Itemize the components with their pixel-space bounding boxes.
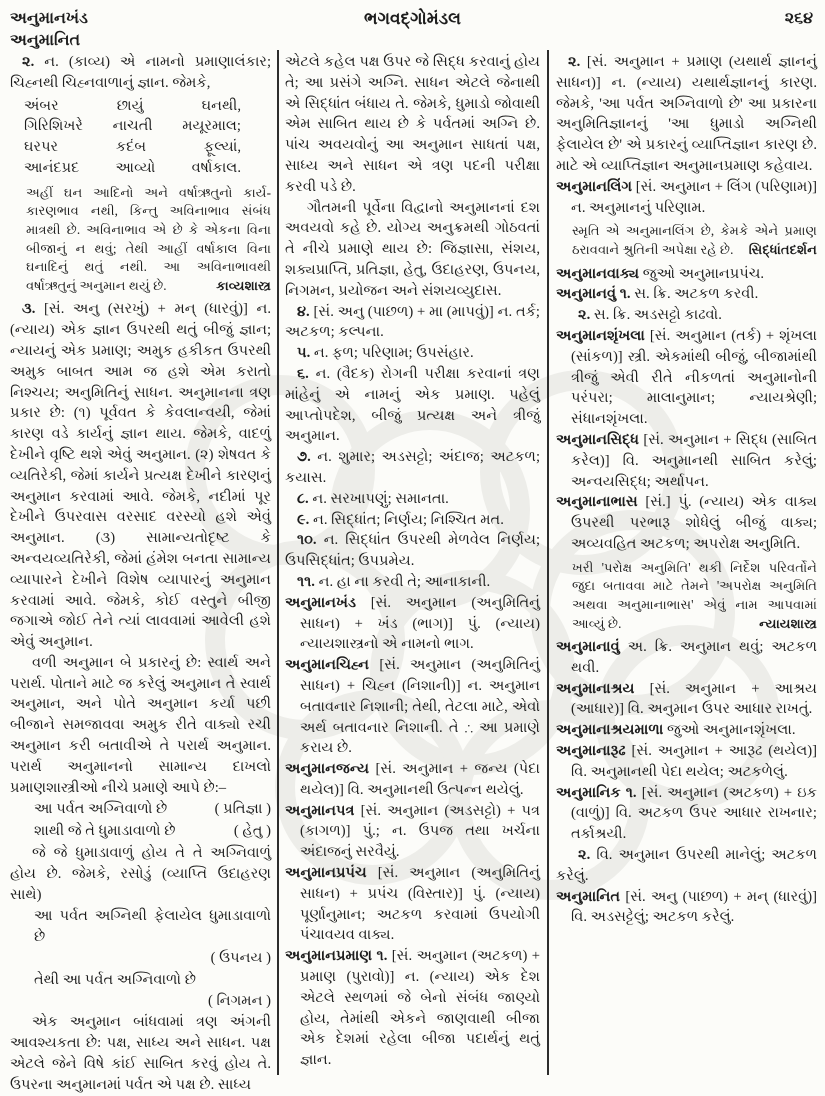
entry-headword: અનુમાનપત્ર [285, 802, 355, 819]
dictionary-entry: ૧૦. ન. સિદ્ધાંત ઉપરથી મેળવેલ નિર્ણય; ઉપસિદ્ધાંત; ઉપપ્રમેય. [285, 532, 540, 570]
column-3 [556, 52, 817, 1078]
entry-headword: ૨. [22, 54, 35, 70]
dictionary-entry: ૮. ન. સરખાપણું; સમાનતા. [297, 490, 449, 507]
entry-headword: અનુમાનચિહ્ન [285, 657, 370, 674]
citation-note: સ્મૃતિ એ અનુમાનલિંગ છે, કેમકે એને પ્રમાણ ઠરાવવાને શ્રુતિની અપેક્ષા રહે છે. સિદ્ધાંતદર્શન [572, 222, 817, 259]
entry-headword: અનુમાનિત [556, 888, 620, 905]
dictionary-entry: ૨. [સં. અનુમાન + પ્રમાણ (યથાર્થ જ્ઞાનનું સાધન)] ન. (ન્યાય) યથાર્થજ્ઞાનનું કારણ. જેમકે, 'આ પર્વત અગ્નિવાળો છે' આ પ્રકારના અનુમિતિજ્ઞાનનું 'આ ધુમાડો અગ્નિથી ફેલાયેલ છે' એ પ્રકારનું વ્યાપ્તિજ્ઞાન કારણ છે. માટે એ વ્યાપ્તિજ્ઞાન અનુમાનપ્રમાણ કહેવાય. [556, 54, 817, 174]
syllogism-text: આ પર્વત અગ્નિવાળો છે [34, 801, 168, 818]
source-attribution: ન્યાયશાસ્ત્ર [759, 615, 817, 631]
verse-quote [10, 96, 271, 179]
dictionary-entry: અનુમાનસિદ્ધ [સં. અનુમાન + સિદ્ધ (સાબિત કરેલ)] વિ. અનુમાનથી સાબિત કરેલું; અન્વયસિદ્ધ; અર્થાપન. [556, 431, 817, 490]
dictionary-entry: ૭. ન. શુમાર; અડસટ્ટો; અંદાજ; અટકળ; કયાસ. [285, 449, 540, 486]
column-divider [277, 50, 279, 1075]
syllogism-text: શાથી જે તે ધુમાડાવાળો છે [34, 823, 176, 840]
dictionary-entry: અનુમાનાશ્રય [સં. અનુમાન + આશ્રય (આધાર)] વિ. અનુમાન ઉપર આધાર રાખતું. [556, 680, 817, 718]
dictionary-entry: અનુમાનારૂઢ [સં. અનુમાન + આરૂઢ (થયેલ)] વિ. અનુમાનથી પેદા થયેલ; અટકળેલું. [556, 743, 817, 780]
dictionary-entry: અનુમાનચિહ્ન [સં. અનુમાન (અનુમિતિનું સાધન) + ચિહ્ન (નિશાની)] ન. અનુમાન બતાવનાર નિશાની; તેથી, તેટલા માટે, એવો અર્થ બતાવનાર નિશાની. તે ∴ આ પ્રમાણે કરાય છે. [285, 657, 540, 757]
entry-headword: અનુમાનાશ્રયમાળા [556, 722, 664, 739]
source-attribution: કાવ્યશાસ્ત્ર [216, 277, 271, 293]
entry-headword: ૨. [568, 54, 581, 70]
entry-headword: અનુમાનશૃંખલા [556, 327, 645, 344]
entry-headword: અનુમાનવાક્ય [556, 265, 640, 282]
dictionary-entry: ૨. ન. (કાવ્ય) એ નામનો પ્રમાણાલંકાર; ચિહ્નથી ચિહ્નવાળાનું જ્ઞાન. જેમકે, [10, 54, 271, 91]
syllogism-line [10, 799, 271, 820]
dictionary-entry: ૪. [સં. અનુ (પાછળ) + મા (માપવું)] ન. તર્ક; અટકળ; કલ્પના. [285, 303, 540, 341]
citation-note: ખરી 'પરોક્ષ અનુમિતિ' થકી નિર્દેશ પરિવર્તોને જુદા બતાવવા માટે તેમને 'અપરોક્ષ અનુમિતિ અથવા અનુમાનાભાસ' એવું નામ આપવામાં આવ્યું છે. ન્યાયશાસ્ત્ર [572, 559, 817, 633]
entry-headword: ૮. [297, 490, 309, 507]
dictionary-entry: અનુમાનપત્ર [સં. અનુમાન (અડસટ્ટો) + પત્ર (કાગળ)] પું.; ન. ઉપજ તથા ખર્ચના અંદાજનું સરવૈયું. [285, 802, 540, 861]
body-paragraph: જે જે ધુમાડાવાળું હોય તે તે અગ્નિવાળું હોય છે. જેમકે, રસોડું (વ્યાપ્તિ ઉદાહરણ સાથે) [10, 845, 271, 903]
column-2 [285, 52, 540, 1078]
citation-note: અહીં ઘન આદિનો અને વર્ષાઋતુનો કાર્ય-કારણભાવ નથી, કિન્તુ અવિનાભાવ સંબંધ માત્રથી છે. અવિનાભાવ એ છે કે એકના વિના બીજાનું ન થવું; તેથી આહીં વર્ષાકાલ વિના ઘનાદિનું થતું નથી. આ અવિનાભાવથી વર્ષાઋતુનું અનુમાન થયું છે. કાવ્યશાસ્ત્ર [26, 184, 271, 296]
dictionary-entry: અનુમાનાભાસ [સં.] પું. (ન્યાય) એક વાક્ય ઉપરથી પરભારૂ શોધેલું બીજું વાક્ય; અવ્યવહિત અટકળ; અપરોક્ષ અનુમિતિ. [556, 494, 817, 552]
dictionary-entry: અનુમાનપ્રપંચ [સં. અનુમાન (અનુમિતિનું સાધન) + પ્રપંચ (વિસ્તાર)] પું. (ન્યાય) પૂર્ણાનુમાન; અટકળ કરવામાં ઉપયોગી પંચાવયવ વાક્ય. [285, 865, 540, 944]
entry-headword: ૨. [578, 307, 591, 324]
running-head-first-word: અનુમાનખંડ [10, 10, 88, 27]
entry-headword: ૬. [297, 365, 309, 382]
entry-headword: ૯. [297, 511, 310, 528]
verse-line: ગિરિશિખરે નાચતી મયૂરમાલ; [24, 118, 241, 135]
entry-headword: અનુમાનવું ૧. [556, 286, 631, 303]
dictionary-entry: અનુમાનવું ૧. સ. ક્રિ. અટકળ કરવી. [556, 286, 759, 303]
syllogism-term: ( પ્રતિજ્ઞા ) [214, 801, 271, 818]
syllogism-term: ( ઉપનય ) [210, 950, 271, 967]
body-paragraph: વળી અનુમાન બે પ્રકારનું છે: સ્વાર્થ અને પરાર્થ. પોતાને માટે જ કરેલું અનુમાન તે સ્વાર્થ અનુમાન, અને પોતે અનુમાન કર્યા પછી બીજાને સમજાવવા અમુક રીતે વાક્યો રચી અનુમાન કરી બતાવીએ તે પરાર્થ અનુમાન. પરાર્થ અનુમાનનો સામાન્ય દાખલો પ્રમાણશાસ્ત્રીઓ નીચે પ્રમાણે આપે છે:– [10, 654, 271, 796]
verse-line: ઘરપર કદંબ ફૂલ્યાં, [24, 139, 241, 156]
dictionary-entry: ૧૧. ન. હા ના કરવી તે; આનાકાની. [297, 573, 491, 590]
dictionary-entry: અનુમાનખંડ [સં. અનુમાન (અનુમિતિનું સાધન) + ખંડ (ભાગ)] પું. (ન્યાય) ન્યાયશાસ્ત્રનો એ નામનો ભાગ. [285, 594, 540, 653]
syllogism-term: ( નિગમન ) [207, 992, 271, 1009]
book-title: ભગવદ્ગોમંડલ [364, 9, 461, 28]
dictionary-entry: ૨. સ. ક્રિ. અડસટ્ટો કાઢવો. [578, 307, 722, 324]
entry-headword: અનુમાનારૂઢ [556, 743, 626, 760]
dictionary-entry: ૯. ન. સિદ્ધાંત; નિર્ણય; નિશ્ચિત મત. [297, 511, 504, 528]
entry-headword: ૩. [22, 301, 36, 318]
syllogism-term: ( હેતુ ) [233, 823, 271, 840]
entry-headword: અનુમાનસિદ્ધ [556, 431, 640, 448]
dictionary-entry: અનુમાનિત [સં. અનુ (પાછળ) + મન્ (ધારવું)] વિ. અડસટ્ટેલું; અટકળ કરેલું. [556, 888, 817, 926]
page-number: ૨૬૪ [784, 10, 813, 27]
body-paragraph: એક અનુમાન બાંધવામાં ત્રણ અંગની આવશ્યકતા છે: પક્ષ, સાધ્ય અને સાધન. પક્ષ એટલે જેને વિષે કાંઈ સાબિત કરવું હોય તે. ઉપરના અનુમાનમાં પર્વત એ પક્ષ છે. સાધ્ય [10, 1014, 271, 1093]
dictionary-entry: અનુમાનપ્રમાણ ૧. [સં. અનુમાન (અટકળ) + પ્રમાણ (પુરાવો)] ન. (ન્યાય) એક દેશ એટલે સ્થળમાં જે બેનો સંબંધ જાણ્યો હોય, તેમાંથી એકને જાણવાથી બીજા એક દેશમાં રહેલા બીજા પદાર્થનું થતું જ્ઞાન. [285, 948, 540, 1069]
body-paragraph: ગૌતમની પૂર્વેના વિદ્વાનો અનુમાનનાં દશ અવયવો કહે છે. યોગ્ય અનુક્રમથી ગોઠવતાં તે નીચે પ્રમાણે થાય છે: જિજ્ઞાસા, સંશય, શક્યપ્રાપ્તિ, પ્રતિજ્ઞા, હેતુ, ઉદાહરણ, ઉપનય, નિગમન, પ્રયોજન અને સંશયવ્યુદાસ. [285, 199, 540, 299]
dictionary-entry: અનુમાનાશ્રયમાળા જુઓ અનુમાનશૃંખલા. [556, 722, 796, 739]
dictionary-entry: ૨. વિ. અનુમાન ઉપરથી માનેલું; અટકળ કરેલું. [556, 847, 818, 884]
dictionary-entry: અનુમાનજન્ય [સં. અનુમાન + જન્ય (પેદા થયેલ)] વિ. અનુમાનથી ઉત્પન્ન થયેલું. [285, 761, 540, 798]
dictionary-entry: ૫. ન. ફળ; પરિણામ; ઉપસંહાર. [297, 345, 474, 362]
entry-headword: અનુમાનાભાસ [556, 494, 638, 511]
syllogism-line [10, 906, 271, 968]
dictionary-entry: અનુમાનાવું અ. ક્રિ. અનુમાન થવું; અટકળ થવી. [556, 639, 817, 676]
syllogism-line [10, 821, 271, 842]
entry-headword: ૭. [297, 449, 311, 466]
syllogism-text: તેથી આ પર્વત અગ્નિવાળો છે [34, 971, 196, 988]
column-divider [547, 50, 549, 1075]
entry-headword: ૧૦. [297, 532, 317, 549]
dictionary-entry: અનુમાનવાક્ય જુઓ અનુમાનપ્રપંચ. [556, 265, 765, 282]
running-head-last-word: અનુમાનિત [10, 32, 81, 49]
verse-line: આનંદપ્રદ આવ્યો વર્ષાકાલ. [24, 159, 241, 176]
entry-headword: ૧૧. [297, 573, 315, 590]
entry-headword: અનુમાનપ્રપંચ [285, 865, 367, 882]
entry-headword: અનુમાનાવું [556, 639, 620, 656]
dictionary-entry: અનુમાનલિંગ [સં. અનુમાન + લિંગ (પરિણામ)] ન. અનુમાનનું પરિણામ. [556, 178, 817, 216]
entry-headword: ૫. [297, 345, 311, 362]
entry-headword: અનુમાનખંડ [285, 594, 357, 611]
verse-line: અંબર છાયું ઘનથી, [24, 97, 241, 114]
dictionary-entry: ૬. ન. (વૈદક) રોગની પરીક્ષા કરવાનાં ત્રણ માંહેનું એ નામનું એક પ્રમાણ. પહેલું આપ્તોપદેશ, બીજું પ્રત્યક્ષ અને ત્રીજું અનુમાન. [285, 365, 540, 445]
source-attribution: સિદ્ધાંતદર્શન [748, 241, 817, 257]
dictionary-entry: ૩. [સં. અનુ (સરખું) + મન્ (ધારવું)] ન. (ન્યાય) એક જ્ઞાન ઉપરથી થતું બીજું જ્ઞાન; ન્યાયનું એક પ્રમાણ; અમુક હકીકત ઉપરથી અમુક બાબત આમ જ હશે એમ કરાતો નિશ્ચય; અનુમિતિનું સાધન. અનુમાનના ત્રણ પ્રકાર છે: (૧) પૂર્વવત કે કેવલાન્વયી, જેમાં કારણ વડે કાર્યનું જ્ઞાન થાય. જેમકે, વાદળું દેખીને વૃષ્ટિ થશે એવું અનુમાન. (૨) શેષવત કે વ્યતિરેકી, જેમાં કાર્યને પ્રત્યક્ષ દેખીને કારણનું અનુમાન કરવામાં આવે. જેમકે, નદીમાં પૂર દેખીને ઉપરવાસ વરસાદ વરસ્યો હશે એવું અનુમાન. (૩) સામાન્યતોદૃષ્ટ કે અન્વયવ્યતિરેકી, જેમાં હંમેશ બનતા સામાન્ય વ્યાપારને દેખીને વિશેષ વ્યાપારનું અનુમાન કરવામાં આવે. જેમકે, કોઈ વસ્તુને બીજી જગાએ જોઈ તેને ત્યાં લાવવામાં આવેલી હશે એવું અનુમાન. [10, 301, 271, 651]
syllogism-text: આ પર્વત અગ્નિથી ફેલાયેલ ધુમાડાવાળો છે [34, 908, 271, 946]
entry-headword: અનુમાનલિંગ [556, 178, 633, 195]
entry-headword: અનુમાનજન્ય [285, 761, 370, 778]
entry-headword: ૨. [578, 847, 591, 864]
continuation-paragraph: એટલે કહેલ પક્ષ ઉપર જે સિદ્ધ કરવાનું હોય તે; આ પ્રસંગે અગ્નિ. સાધન એટલે જેનાથી એ સિદ્ધાંત બંધાય તે. જેમકે, ધુમાડો જોવાથી એમ સાબિત થાય છે કે પર્વતમાં અગ્નિ છે. પાંચ અવયવોનું આ અનુમાન સાધતાં પક્ષ, સાધ્ય અને સાધન એ ત્રણ પદની પરીક્ષા કરવી પડે છે. [285, 54, 540, 195]
entry-headword: અનુમાનપ્રમાણ ૧. [285, 948, 388, 965]
syllogism-line [10, 970, 271, 1012]
entry-headword: અનુમાનિક ૧. [556, 784, 637, 801]
dictionary-entry: અનુમાનશૃંખલા [સં. અનુમાન (તર્ક) + શૃંખલા (સાંકળ)] સ્ત્રી. એકમાંથી બીજું, બીજામાંથી ત્રીજું એવી રીતે નીકળતાં અનુમાનોની પરંપરા; માલાનુમાન; ન્યાયશ્રેણી; સંધાનશૃંખલા. [556, 327, 817, 428]
entry-headword: અનુમાનાશ્રય [556, 680, 635, 697]
column-1 [10, 52, 271, 1093]
dictionary-entry: અનુમાનિક ૧. [સં. અનુમાન (અટકળ) + ઇક (વાળું)] વિ. અટકળ ઉપર આધાર રાખનાર; તર્કાશ્રયી. [556, 784, 817, 843]
entry-headword: ૪. [297, 303, 310, 320]
